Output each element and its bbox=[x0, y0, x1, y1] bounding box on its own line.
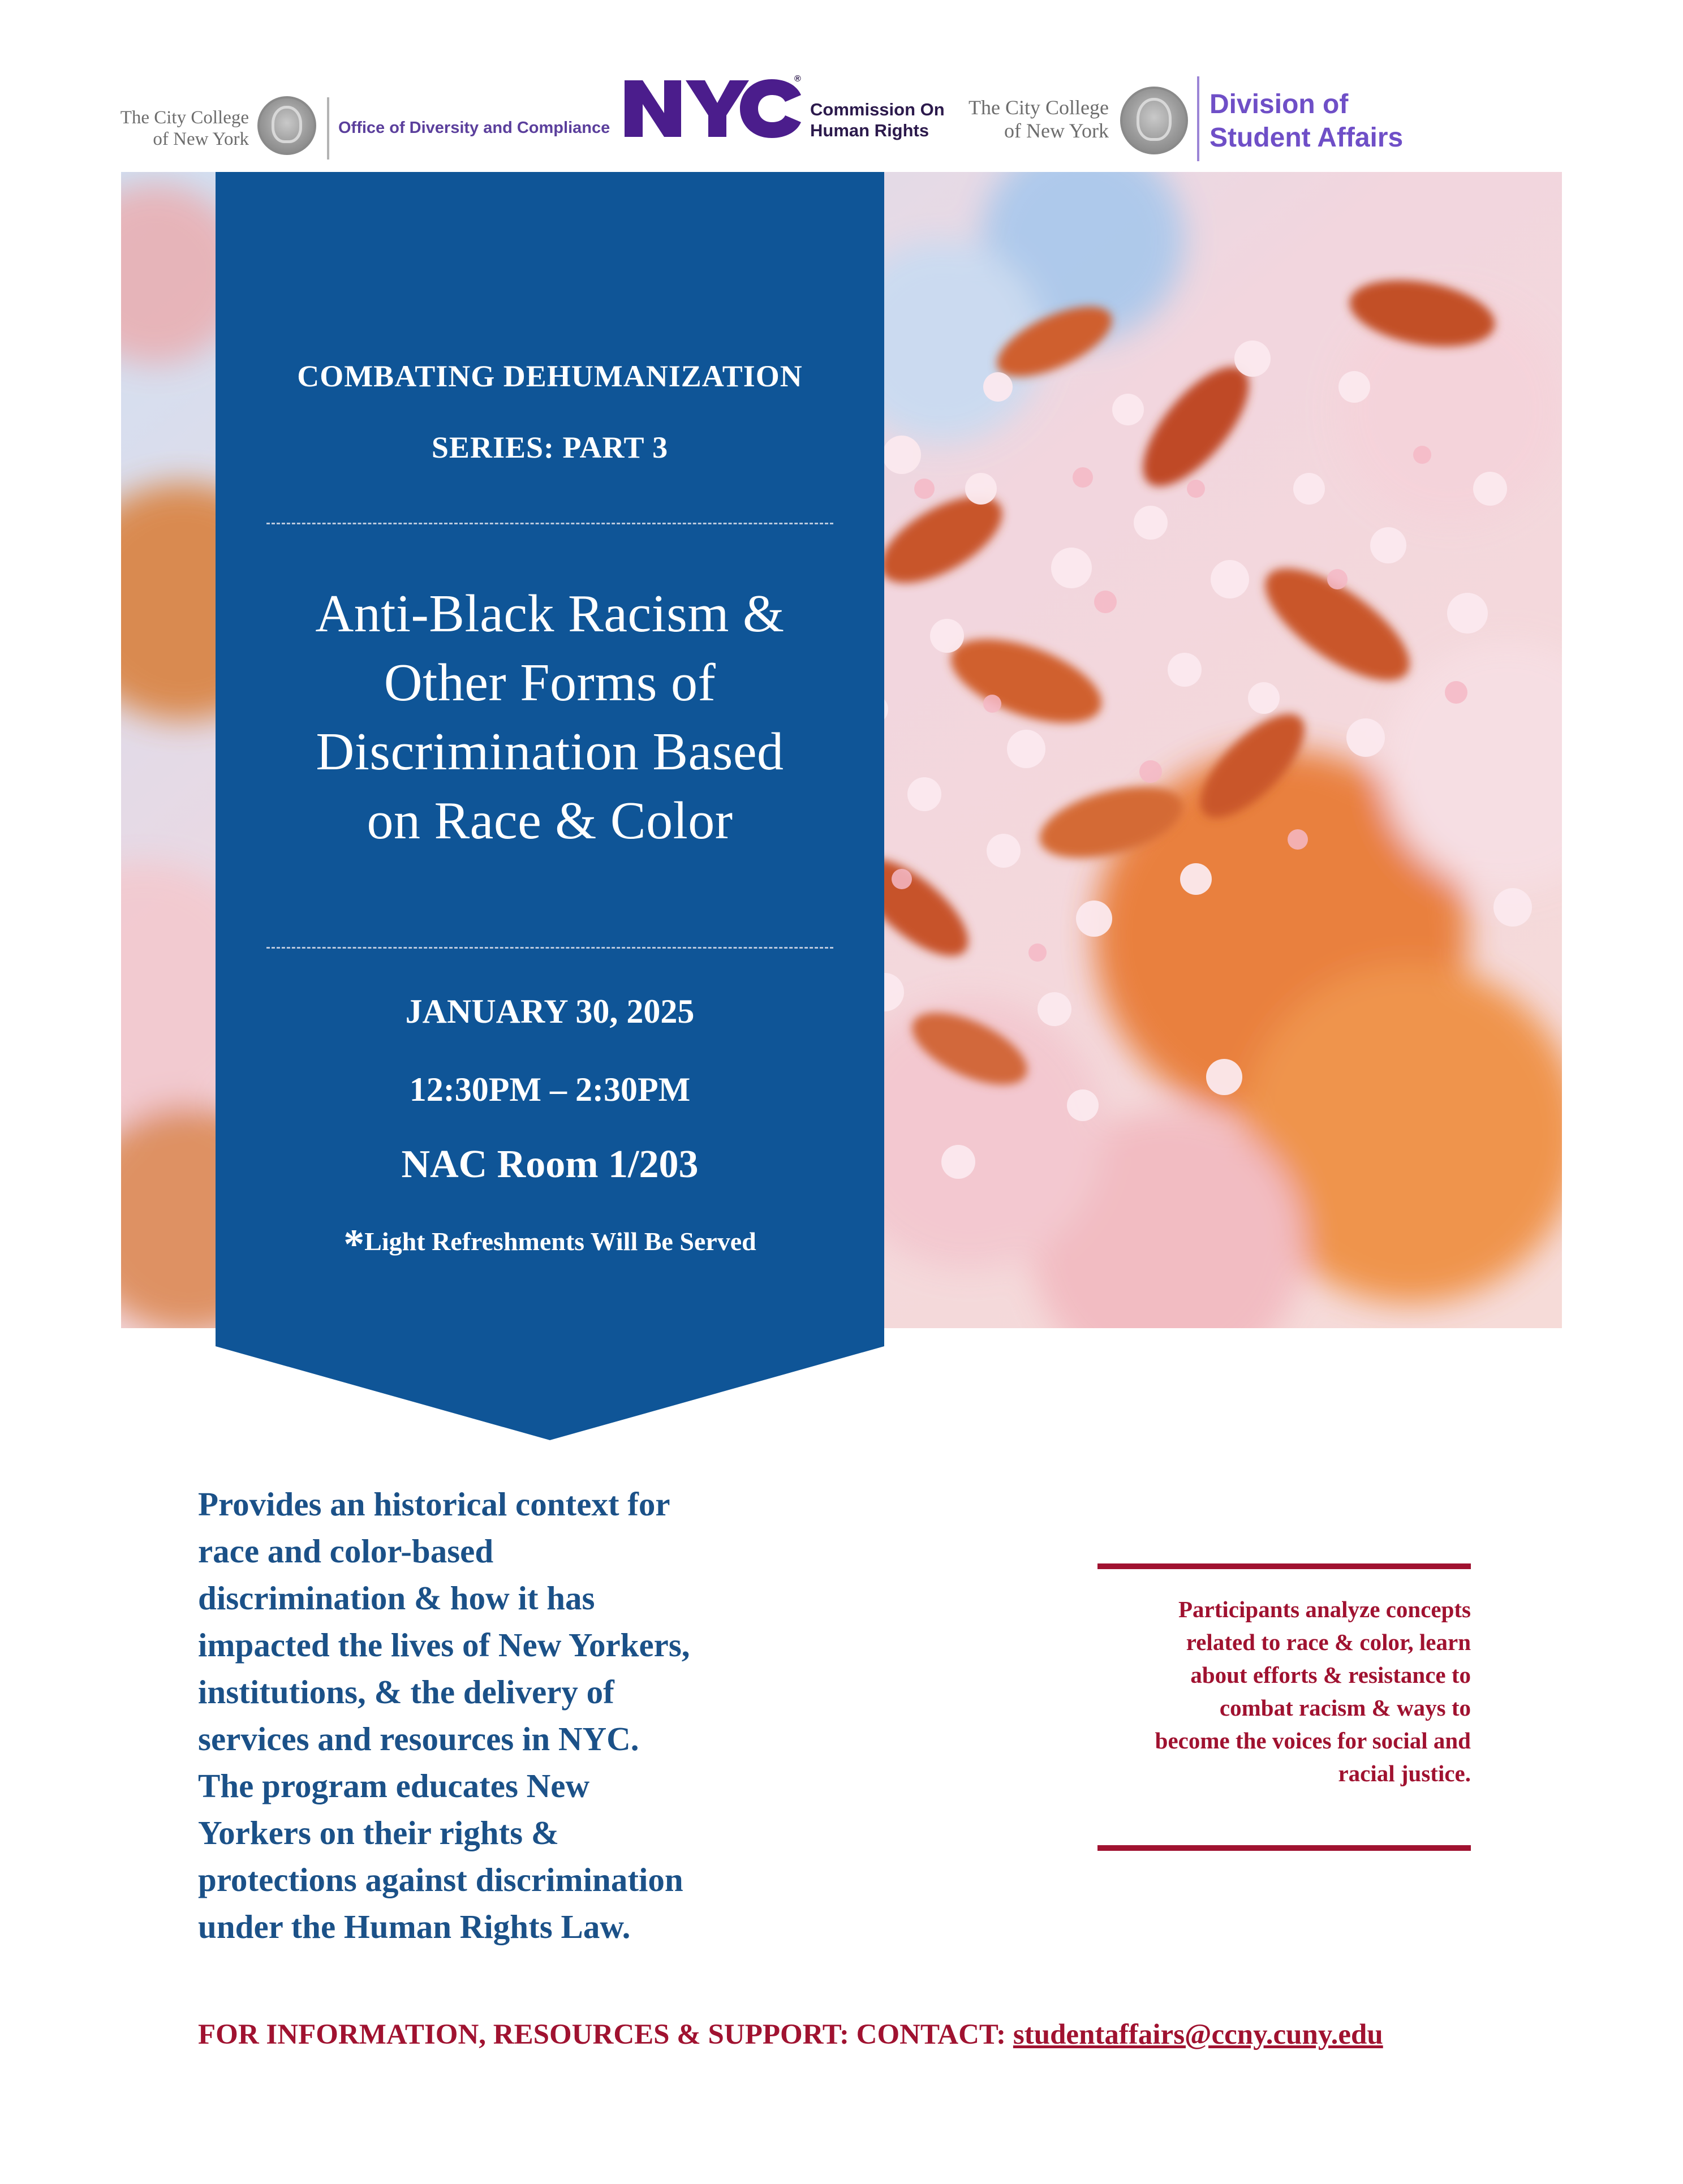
title-line: on Race & Color bbox=[367, 791, 733, 850]
description-line: under the Human Rights Law. bbox=[198, 1908, 631, 1945]
division-line2: Student Affairs bbox=[1209, 122, 1404, 153]
office-of-diversity-label: Office of Diversity and Compliance bbox=[338, 119, 610, 137]
participants-line: combat racism & ways to bbox=[1219, 1695, 1471, 1721]
description-line: impacted the lives of New Yorkers, bbox=[198, 1626, 690, 1664]
participants-line: Participants analyze concepts bbox=[1178, 1596, 1471, 1622]
event-date: JANUARY 30, 2025 bbox=[405, 993, 695, 1030]
title-line: Anti-Black Racism & bbox=[315, 584, 785, 643]
contact-line bbox=[198, 2018, 1383, 2051]
contact-email-link[interactable]: studentaffairs@ccny.cuny.edu bbox=[1013, 2019, 1383, 2051]
refreshments-note bbox=[216, 1221, 884, 1269]
description-line: services and resources in NYC. bbox=[198, 1720, 639, 1757]
logo-divider bbox=[327, 97, 329, 160]
description-line: institutions, & the delivery of bbox=[198, 1673, 614, 1711]
dashed-divider-bottom bbox=[266, 947, 833, 949]
ccny-seal-icon bbox=[257, 96, 316, 155]
event-time: 12:30PM – 2:30PM bbox=[409, 1071, 691, 1108]
participants-line: about efforts & resistance to bbox=[1190, 1662, 1471, 1688]
participants-top-rule bbox=[1097, 1563, 1471, 1569]
ccny-name-line2: of New York bbox=[153, 128, 249, 149]
ccny-name-line2: of New York bbox=[1004, 119, 1109, 143]
ccny-wordmark-left bbox=[102, 107, 249, 150]
contact-label: FOR INFORMATION, RESOURCES & SUPPORT: CONTACT: bbox=[198, 2019, 1013, 2051]
dashed-divider-top bbox=[266, 523, 833, 524]
ccny-seal-icon bbox=[1120, 87, 1188, 154]
participants-line: related to race & color, learn bbox=[1186, 1629, 1471, 1655]
participants-summary bbox=[1064, 1593, 1471, 1790]
event-location: NAC Room 1/203 bbox=[401, 1143, 699, 1186]
refreshments-text: Light Refreshments Will Be Served bbox=[364, 1227, 756, 1256]
title-line: Other Forms of bbox=[384, 653, 716, 712]
participants-line: become the voices for social and bbox=[1155, 1728, 1471, 1754]
title-line: Discrimination Based bbox=[316, 722, 784, 781]
nyc-registered-mark: ® bbox=[794, 74, 801, 84]
ccny-name-line1: The City College bbox=[120, 107, 249, 128]
description-line: The program educates New bbox=[198, 1767, 590, 1804]
division-student-affairs bbox=[1209, 88, 1403, 154]
description-line: Provides an historical context for bbox=[198, 1485, 670, 1523]
series-line2: SERIES: PART 3 bbox=[431, 430, 669, 464]
commission-name bbox=[810, 99, 945, 141]
description-line: discrimination & how it has bbox=[198, 1579, 595, 1617]
participants-line: racial justice. bbox=[1338, 1760, 1471, 1786]
description-line: protections against discrimination bbox=[198, 1861, 683, 1898]
ccny-wordmark-right bbox=[956, 96, 1109, 143]
participants-bottom-rule bbox=[1097, 1845, 1471, 1851]
division-line1: Division of bbox=[1209, 89, 1349, 119]
event-title bbox=[216, 579, 884, 855]
asterisk: * bbox=[343, 1221, 365, 1268]
series-line1: COMBATING DEHUMANIZATION bbox=[297, 359, 803, 393]
commission-line1: Commission On bbox=[810, 100, 945, 119]
program-description bbox=[198, 1481, 849, 1950]
nyc-logo-icon bbox=[622, 78, 803, 140]
ccny-name-line1: The City College bbox=[969, 96, 1109, 119]
commission-line2: Human Rights bbox=[810, 120, 929, 141]
logo-divider bbox=[1197, 76, 1199, 161]
description-line: race and color-based bbox=[198, 1532, 494, 1570]
description-line: Yorkers on their rights & bbox=[198, 1814, 559, 1851]
